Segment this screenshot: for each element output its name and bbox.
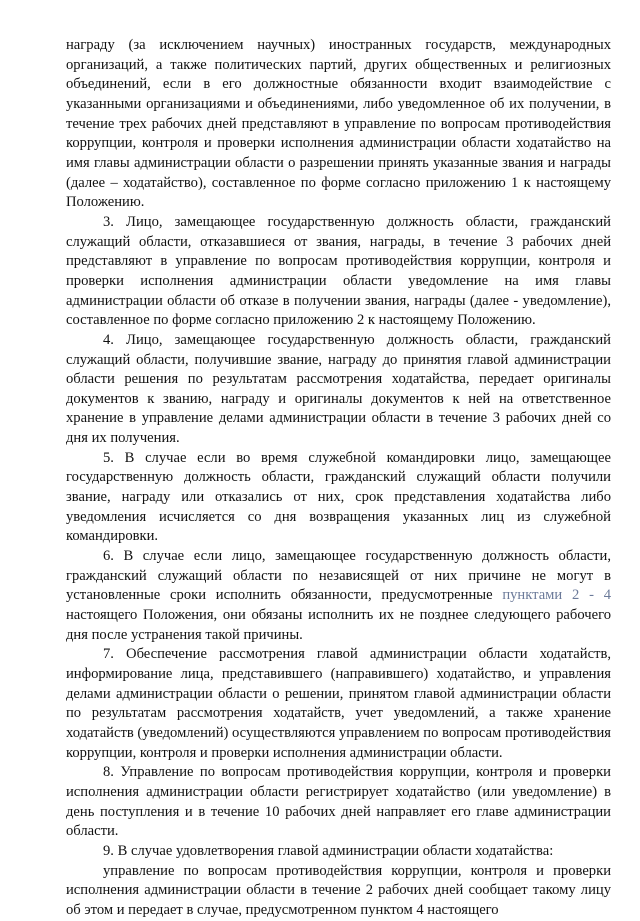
paragraph-4: 4. Лицо, замещающее государственную должность области, гражданский служащий области, получившие звание, награду до принятия главой администрации области решения по результатам рассмотрения ходатайства, передает оригиналы документов к званию, награду и оригиналы документов к ней на ответственное хранение в управление делами администрации области в течение 3 рабочих дней со дня их получения. [66,331,611,447]
paragraph-7: 7. Обеспечение рассмотрения главой администрации области ходатайств, информирование лица, представившего (направившего) ходатайство, и управления делами администрации области о решении, принятом главой администрации области по результатам рассмотрения ходатайств, учет уведомлений, а также хранение ходатайств (уведомлений) осуществляются управлением по вопросам противодействия коррупции, контроля и проверки исполнения администрации области. [66,646,611,761]
paragraph-3: 3. Лицо, замещающее государственную должность области, гражданский служащий области, отказавшиеся от звания, награды, в течение 3 рабочих дней представляют в управление по вопросам противодействия коррупции, контроля и проверки исполнения администрации области уведомление на имя главы администрации области об отказе в получении звания, награды (далее - уведомление), составленное по форме согласно приложению 2 к настоящему Положению. [66,213,611,329]
paragraph-9: 9. В случае удовлетворения главой администрации области ходатайства: [103,842,554,859]
paragraph-continuation: награду (за исключением научных) иностранных государств, международных организаций, а также политических партий, других общественных и религиозных объединений, если в его должностные обязанности входит взаимодействие с указанными организациями и объединениями, либо уведомленное об их получении, в течение трех рабочих дней представляют в управление по вопросам противодействия коррупции, контроля и проверки исполнения администрации области ходатайство на имя главы администрации области о разрешении принять указанные звания и награды (далее – ходатайство), составленное по форме согласно приложению 1 к настоящему Положению. [66,37,611,211]
paragraph-6-text-after: настоящего Положения, они обязаны исполнить их не позднее следующего рабочего дня после устранения такой причины. [66,607,611,643]
paragraph-6 [66,547,611,645]
document-page [66,36,611,921]
paragraph-6-text-before: 6. В случае если лицо, замещающее государственную должность области, гражданский служащий области по независящей от них причине не могут в установленные сроки исполнить обязанности, предусмотренные [66,548,611,604]
paragraph-5: 5. В случае если во время служебной командировки лицо, замещающее государственную должность области, гражданский служащий области получили звание, награду или отказались от них, срок представления ходатайства либо уведомления исчисляется со дня возвращения указанных лиц из служебной командировки. [66,449,611,545]
paragraph-9-item: управление по вопросам противодействия коррупции, контроля и проверки исполнения администрации области в течение 2 рабочих дней сообщает такому лицу об этом и передает в случае, предусмотренном пунктом 4 настоящего [66,862,611,918]
paragraph-6-reference-link[interactable]: пунктами 2 - 4 [502,587,611,604]
paragraph-8: 8. Управление по вопросам противодействия коррупции, контроля и проверки исполнения администрации области регистрирует ходатайство (или уведомление) в день поступления и в течение 10 рабочих дней направляет его главе администрации области. [66,764,611,840]
